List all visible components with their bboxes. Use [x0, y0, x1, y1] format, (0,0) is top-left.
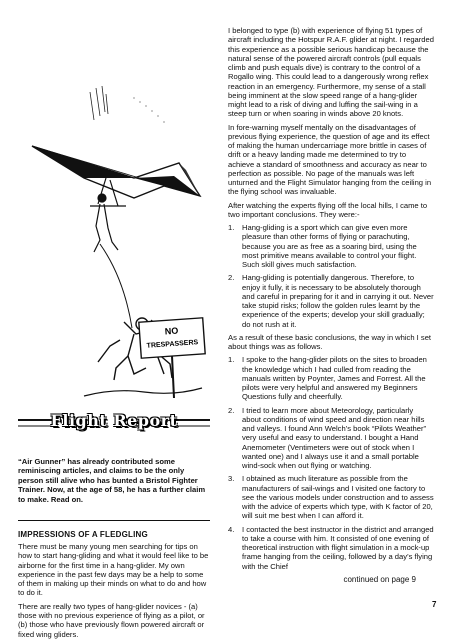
list-text: Hang-gliding is potentially dangerous. Therefore, to enjoy it fully, it is necessary to be absolutely thorough and careful in preparing for it and in carrying it out. Never take stupid risks; follow the golden rules learnt by the experience of the experts; develop your skill gradually; do not rush at it. [242, 273, 434, 329]
sign-line-2: TRESPASSERS [146, 339, 199, 350]
list-text: I contacted the best instructor in the district and arranged to take a course with him. It consisted of one evening of theoretical instruction with flight simulation in a mock-up frame hanging from the ceiling, followed by a day’s flying with the Chief [242, 524, 434, 571]
list-text: I obtained as much literature as possible from the manufacturers of sail-wings and I visited one factory to see the various models under construction and to assess with the advice of experts which type, with K factor of 20, will suit me best when I can afford it. [242, 474, 434, 521]
list-number: 1. [228, 355, 235, 365]
list-text: I spoke to the hang-glider pilots on the sites to broaden the knowledge which I had culled from reading the manuals written by Poynter, James and Forrest. All the pilots were very helpful and answered my Beginners Questions fully and cheerfully. [242, 355, 427, 402]
section-title: IMPRESSIONS OF A FLEDGLING [18, 530, 148, 539]
continued-note: continued on page 9 [343, 574, 416, 584]
divider [18, 520, 210, 521]
sign-line-1: NO [164, 325, 179, 337]
conclusion-item [228, 273, 434, 329]
left-column [18, 530, 210, 643]
step-item [228, 406, 434, 471]
banner-title: Flight Report [50, 410, 178, 430]
body-paragraph: As a result of these basic conclusions, the way in which I set about things was as follows. [228, 332, 432, 351]
conclusion-item [228, 223, 434, 269]
list-text: I tried to learn more about Meteorology, particularly about conditions of wind speed and direction near hills and valleys. I found Ann Welch’s book “Pilots Weather” very useful and easy to understand. I bought a Hand Anemometer (Ventimeters were out of stock when I wanted one) and I always use it and a small portable wind-sock when out flying or watching. [242, 405, 427, 470]
list-number: 1. [228, 223, 235, 232]
step-item [228, 525, 434, 571]
intro-text: “Air Gunner” has already contributed some reminiscing articles, and claims to be the only person still alive who has bunted a Bristol Fighter Trainer. Now, at the age of 58, he has a further claim to make. Read on. [18, 457, 206, 504]
list-number: 3. [228, 474, 235, 484]
body-paragraph: There must be many young men searching for tips on how to start hang-gliding and what it would feel like to be airborne for the first time in a hang-glider. My own experience in the past few days may be a help to some of them in making up their minds on what to do and how to do it. [18, 542, 209, 598]
ground [84, 388, 202, 396]
body-paragraph: I belonged to type (b) with experience of flying 51 types of aircraft including the Hotspur R.A.F. glider at night. I regarded this experience as a possible serious handicap because the natural sense of the powered aircraft controls (pull equals climb and push equals dive) is contrary to the control of a Rogallo wing. This could lead to a dangerously wrong reflex reaction in an emergency. Furthermore, my sense of a stall being imminent at the slow speed range of a hang-glider might lead to a risk of diving and luffing the sail-wing in a steep turn or when soaring in winds above 20 knots. [228, 26, 434, 119]
glider-wing [32, 146, 200, 198]
body-paragraph: There are really two types of hang-glider novices - (a) those with no previous experience of flying as a pilot, or (b) those who have previously flown powered aircraft or fixed wing gliders. [18, 601, 205, 639]
step-item [228, 355, 434, 401]
tow-rope [100, 244, 132, 328]
speed-dots [133, 97, 165, 123]
list-number: 2. [228, 273, 235, 283]
page-number: 7 [432, 600, 437, 609]
list-text: Hang-gliding is a sport which can give even more pleasure than other forms of flying or parachuting, because you are as free as a soaring bird, using the most primitive means available to control your flight. Such skill gives much satisfaction. [242, 223, 417, 269]
list-number: 2. [228, 405, 235, 415]
body-paragraph: After watching the experts flying off the local hills, I came to two important conclusions. They were:- [228, 200, 428, 219]
body-paragraph: In fore-warning myself mentally on the disadvantages of previous flying experience, the question of age and its effect of making the human undercarriage more brittle in cases of drift or a heavy landing made me determined to try to achieve a standard of smoothness and accuracy as near to perfection as possible. No page of the manuals was left unturned and the Flight Simulator hanging from the ceiling in the flying school was invaluable. [228, 122, 432, 197]
step-item [228, 474, 434, 520]
hang-glider-illustration [14, 28, 212, 432]
list-number: 4. [228, 524, 235, 534]
motion-lines [90, 86, 108, 120]
right-column [228, 26, 434, 584]
